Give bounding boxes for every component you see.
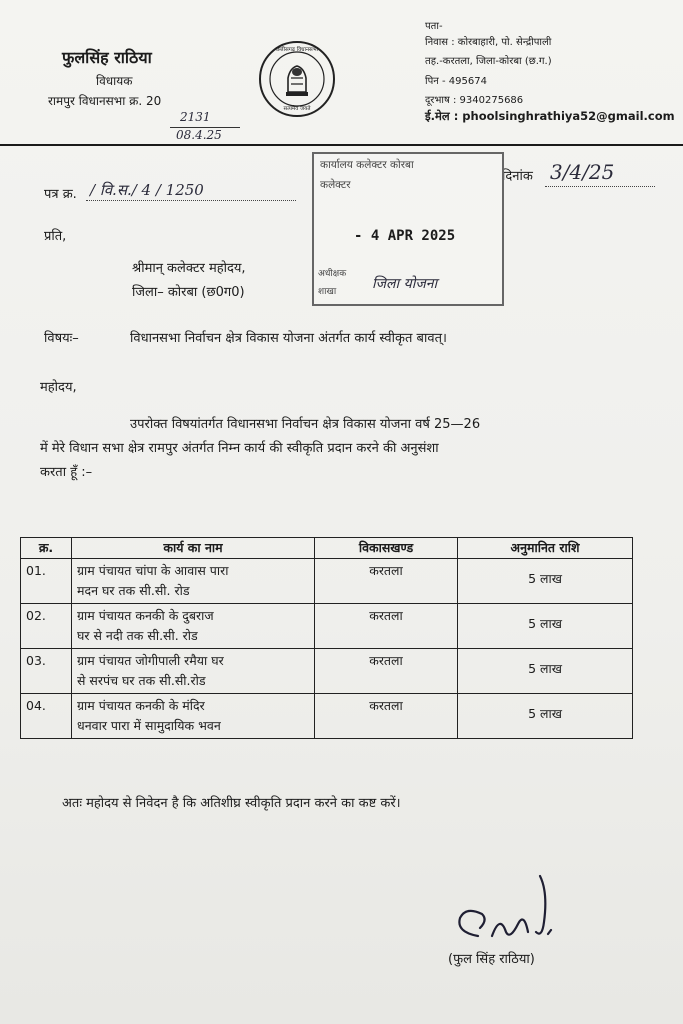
work-line2: मदन घर तक सी.सी. रोड: [77, 583, 190, 598]
row-block: करतला: [315, 649, 458, 694]
table-row: [21, 649, 633, 694]
signature-name: (फुल सिंह राठिया): [448, 952, 535, 967]
table-row: [21, 694, 633, 739]
signature: [448, 866, 578, 954]
row-block: करतला: [315, 559, 458, 604]
letter-no-value: / वि.स./ 4 / 1250: [90, 181, 204, 199]
body-line1: उपरोक्त विषयांतर्गत विधानसभा निर्वाचन क्षेत्र विकास योजना वर्ष 25—26: [130, 417, 481, 432]
header-work-name: कार्य का नाम: [72, 538, 315, 559]
stamp-line2: कलेक्टर: [320, 179, 351, 191]
row-amount: [458, 649, 633, 694]
row-serial: 01.: [21, 559, 72, 604]
amount-value: 5 लाख: [528, 571, 562, 586]
address-label: पता-: [425, 21, 443, 32]
table-header-row: [21, 538, 633, 559]
row-work: [72, 694, 315, 739]
letter-no-label: पत्र क्र.: [44, 187, 77, 202]
sender-designation: विधायक: [96, 74, 133, 88]
handwritten-ref: 2131: [180, 110, 211, 124]
row-amount: [458, 694, 633, 739]
salutation: महोदय,: [40, 380, 77, 395]
recipient-line1: श्रीमान् कलेक्टर महोदय,: [132, 261, 246, 276]
address-phone: दूरभाष : 9340275686: [425, 95, 524, 106]
header-serial: क्र.: [21, 538, 72, 559]
letterhead-divider: [0, 144, 683, 146]
subject-label: विषयः–: [44, 331, 79, 346]
seal-top-text: छत्तीसगढ़ विधानसभा: [275, 47, 319, 53]
stamp-line3: अधीक्षक: [318, 269, 347, 279]
row-serial: 04.: [21, 694, 72, 739]
row-amount: [458, 604, 633, 649]
recipient-line2: जिला– कोरबा (छ0ग0): [132, 285, 245, 300]
header-block: विकासखण्ड: [315, 538, 458, 559]
row-block: करतला: [315, 694, 458, 739]
amount-value: 5 लाख: [528, 706, 562, 721]
assembly-seal: [258, 40, 336, 118]
row-serial: 02.: [21, 604, 72, 649]
stamp-line4: शाखा: [318, 287, 337, 297]
row-work: [72, 604, 315, 649]
body-line2: में मेरे विधान सभा क्षेत्र रामपुर अंतर्गत निम्न कार्य की स्वीकृति प्रदान करने की अनुसंशा: [40, 441, 439, 456]
work-line2: घर से नदी तक सी.सी. रोड: [77, 628, 198, 643]
sender-name: फुलसिंह राठिया: [62, 48, 152, 67]
row-work: [72, 649, 315, 694]
work-line2: धनवार पारा में सामुदायिक भवन: [77, 718, 221, 733]
receipt-stamp: [312, 152, 504, 306]
seal-bottom-text: सत्यमेव जयते: [283, 106, 311, 112]
date-dots: [545, 186, 655, 187]
address-pin: पिन - 495674: [425, 76, 487, 87]
work-line1: ग्राम पंचायत चांपा के आवास पारा: [77, 563, 229, 578]
stamp-branch-handwritten: जिला योजना: [372, 276, 438, 292]
body-line3: करता हूँ :–: [40, 465, 93, 480]
work-line1: ग्राम पंचायत कनकी के दुबराज: [77, 608, 214, 623]
handwritten-date: 08.4.25: [176, 128, 222, 142]
amount-value: 5 लाख: [528, 616, 562, 631]
work-line1: ग्राम पंचायत कनकी के मंदिर: [77, 698, 205, 713]
amount-value: 5 लाख: [528, 661, 562, 676]
letter-no-dots: [86, 200, 296, 201]
stamp-date: - 4 APR 2025: [354, 228, 456, 244]
date-value: 3/4/25: [550, 160, 615, 184]
subject-text: विधानसभा निर्वाचन क्षेत्र विकास योजना अंतर्गत कार्य स्वीकृत बावत्।: [130, 331, 447, 346]
table-row: [21, 604, 633, 649]
date-label: दिनांक: [502, 169, 533, 184]
work-line1: ग्राम पंचायत जोगीपाली रमैया घर: [77, 653, 224, 668]
closing-line: अतः महोदय से निवेदन है कि अतिशीघ्र स्वीकृति प्रदान करने का कष्ट करें।: [62, 796, 401, 811]
header-amount: अनुमानित राशि: [458, 538, 633, 559]
row-work: [72, 559, 315, 604]
row-amount: [458, 559, 633, 604]
works-table: [20, 537, 633, 739]
stamp-line1: कार्यालय कलेक्टर कोरबा: [320, 159, 414, 171]
address-email: ई.मेल : phoolsinghrathiya52@gmail.com: [425, 109, 675, 123]
row-block: करतला: [315, 604, 458, 649]
signature-scribble-icon: [448, 866, 578, 954]
address-tehsil: तह.-करतला, जिला-कोरबा (छ.ग.): [425, 56, 552, 67]
sender-constituency: रामपुर विधानसभा क्र. 20: [48, 94, 162, 108]
table-row: [21, 559, 633, 604]
row-serial: 03.: [21, 649, 72, 694]
work-line2: से सरपंच घर तक सी.सी.रोड: [77, 673, 206, 688]
address-residence: निवास : कोरबाहारी, पो. सेन्द्रीपाली: [425, 37, 552, 48]
to-label: प्रति,: [44, 229, 67, 244]
